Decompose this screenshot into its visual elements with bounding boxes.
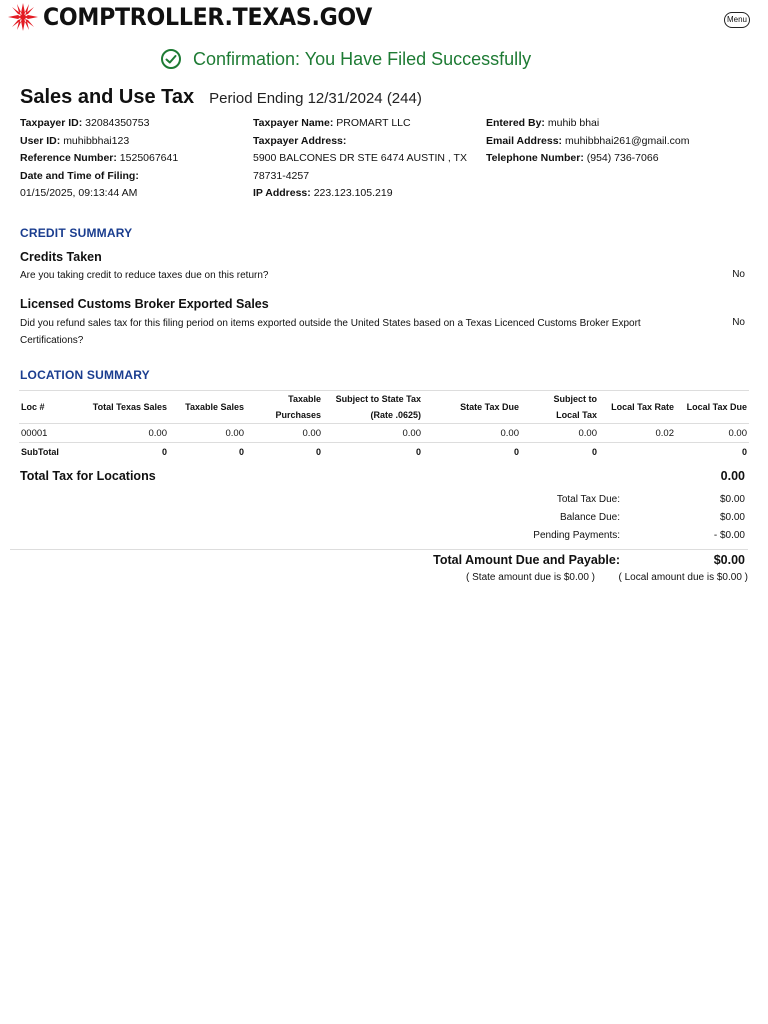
summary-divider — [10, 549, 748, 550]
pending-payments-value: - $0.00 — [713, 530, 745, 541]
col-local-rate: Local Tax Rate — [611, 402, 674, 412]
col-loc: Loc # — [21, 402, 45, 412]
table-cell: 0.00 — [302, 427, 321, 439]
local-amount-note: ( Local amount due is $0.00 ) — [618, 572, 748, 583]
confirmation-banner — [160, 48, 531, 70]
table-cell: 0 — [513, 447, 519, 457]
table-cell: 0.00 — [148, 427, 167, 439]
filing-time-value: 01/15/2025, 09:13:44 AM — [20, 187, 138, 199]
ip-label: IP Address: — [253, 187, 311, 199]
table-cell: SubTotal — [21, 447, 59, 457]
broker-sales-title: Licensed Customs Broker Exported Sales — [20, 297, 269, 311]
entered-by-label: Entered By: — [486, 117, 545, 129]
col-local-due: Local Tax Due — [686, 402, 747, 412]
page-title: Sales and Use Tax — [20, 86, 195, 108]
user-id-value: muhibbhai123 — [63, 134, 130, 147]
table-cell: 0.00 — [578, 427, 597, 439]
table-cell: 0.02 — [655, 427, 674, 439]
location-summary-heading: LOCATION SUMMARY — [20, 368, 150, 382]
subtotal-row — [19, 443, 749, 462]
phone-row — [486, 150, 746, 168]
total-tax-locations-label: Total Tax for Locations — [20, 469, 156, 483]
total-tax-due-label: Total Tax Due: — [556, 494, 620, 505]
phone-value: (954) 736-7066 — [586, 152, 659, 164]
broker-answer: No — [732, 317, 745, 328]
total-tax-locations-value: 0.00 — [720, 469, 745, 483]
reference-value: 1525067641 — [119, 152, 179, 164]
comptroller-logo[interactable] — [6, 2, 401, 32]
credits-question: Are you taking credit to reduce taxes due on this return? — [20, 270, 269, 281]
col-subject-state-line1: Subject to State Tax — [335, 394, 421, 404]
table-cell — [599, 443, 676, 462]
balance-due-value: $0.00 — [719, 512, 745, 523]
table-cell: 0.00 — [402, 427, 421, 439]
total-tax-due-value: $0.00 — [719, 494, 745, 505]
location-summary-table — [19, 390, 749, 461]
taxpayer-id-label: Taxpayer ID: — [20, 117, 83, 129]
table-cell: 0.00 — [500, 427, 519, 439]
col-taxable-sales: Taxable Sales — [185, 402, 244, 412]
user-id-row — [20, 133, 240, 151]
filing-info-column-2 — [253, 115, 478, 203]
taxpayer-name-label: Taxpayer Name: — [253, 117, 334, 129]
taxpayer-name-row — [253, 115, 478, 133]
phone-label: Telephone Number: — [486, 152, 584, 164]
table-cell: 0 — [238, 447, 244, 457]
col-state-tax-due: State Tax Due — [460, 402, 519, 412]
table-cell: 0.00 — [728, 427, 747, 439]
address-label-row — [253, 133, 478, 151]
taxpayer-id-row — [20, 115, 240, 133]
col-subject-state-line2: (Rate .0625) — [370, 410, 421, 420]
taxpayer-name-value: PROMART LLC — [336, 117, 411, 129]
menu-button[interactable]: Menu — [724, 12, 750, 28]
site-header — [0, 0, 768, 34]
table-cell: 0 — [415, 447, 421, 457]
email-value: muhibbhai261@gmail.com — [564, 134, 690, 147]
email-row — [486, 133, 746, 151]
table-cell: 0 — [591, 447, 597, 457]
pending-payments-label: Pending Payments: — [533, 530, 620, 541]
filing-time-label-row — [20, 168, 240, 186]
table-header-row — [19, 391, 749, 424]
address-line-2: 78731-4257 — [253, 169, 310, 182]
ip-row — [253, 185, 478, 203]
confirmation-text: Confirmation: You Have Filed Successfully — [193, 48, 532, 69]
col-taxable-purchases — [246, 391, 323, 424]
col-subject-state — [323, 391, 423, 424]
state-amount-note: ( State amount due is $0.00 ) — [466, 572, 595, 583]
col-taxable-purchases-line1: Taxable — [288, 394, 321, 404]
address-label: Taxpayer Address: — [253, 134, 347, 147]
balance-due-label: Balance Due: — [559, 512, 620, 523]
col-subject-local-line1: Subject to — [553, 394, 597, 404]
col-subject-local — [521, 391, 599, 424]
period-label: Period Ending 12/31/2024 (244) — [209, 90, 422, 107]
user-id-label: User ID: — [20, 134, 61, 147]
address-line-1: 5900 BALCONES DR STE 6474 AUSTIN , TX — [253, 152, 467, 164]
reference-label: Reference Number: — [20, 152, 117, 164]
star-burst-icon — [6, 2, 40, 32]
page-title-row — [20, 86, 422, 109]
credit-summary-heading: CREDIT SUMMARY — [20, 226, 133, 240]
entered-by-row — [486, 115, 746, 133]
broker-question: Did you refund sales tax for this filing period on items exported outside the United States based on a Texas Licenced Customs Broker Export Certifications? — [20, 318, 641, 346]
col-total-sales: Total Texas Sales — [92, 402, 167, 412]
filing-time-label: Date and Time of Filing: — [20, 169, 139, 182]
total-amount-due-label: Total Amount Due and Payable: — [433, 553, 620, 567]
email-label: Email Address: — [486, 134, 563, 147]
filing-info-column-3 — [486, 115, 746, 168]
credits-taken-title: Credits Taken — [20, 250, 102, 264]
col-subject-local-line2: Local Tax — [556, 410, 597, 420]
col-taxable-purchases-line2: Purchases — [275, 410, 321, 420]
table-cell: 0 — [315, 447, 321, 457]
check-circle-icon — [160, 48, 182, 70]
credits-answer: No — [732, 269, 745, 280]
table-cell: 0.00 — [225, 427, 244, 439]
table-cell: 0 — [161, 447, 167, 457]
table-cell: 0 — [741, 447, 747, 457]
table-cell: 00001 — [21, 427, 48, 439]
table-row — [19, 424, 749, 443]
ip-value: 223.123.105.219 — [313, 187, 393, 199]
total-amount-due-value: $0.00 — [713, 553, 745, 567]
logo-text: COMPTROLLER.TEXAS.GOV — [43, 3, 373, 31]
reference-row — [20, 150, 240, 168]
filing-info-column-1 — [20, 115, 240, 203]
taxpayer-id-value: 32084350753 — [85, 117, 150, 129]
entered-by-value: muhib bhai — [547, 117, 600, 129]
